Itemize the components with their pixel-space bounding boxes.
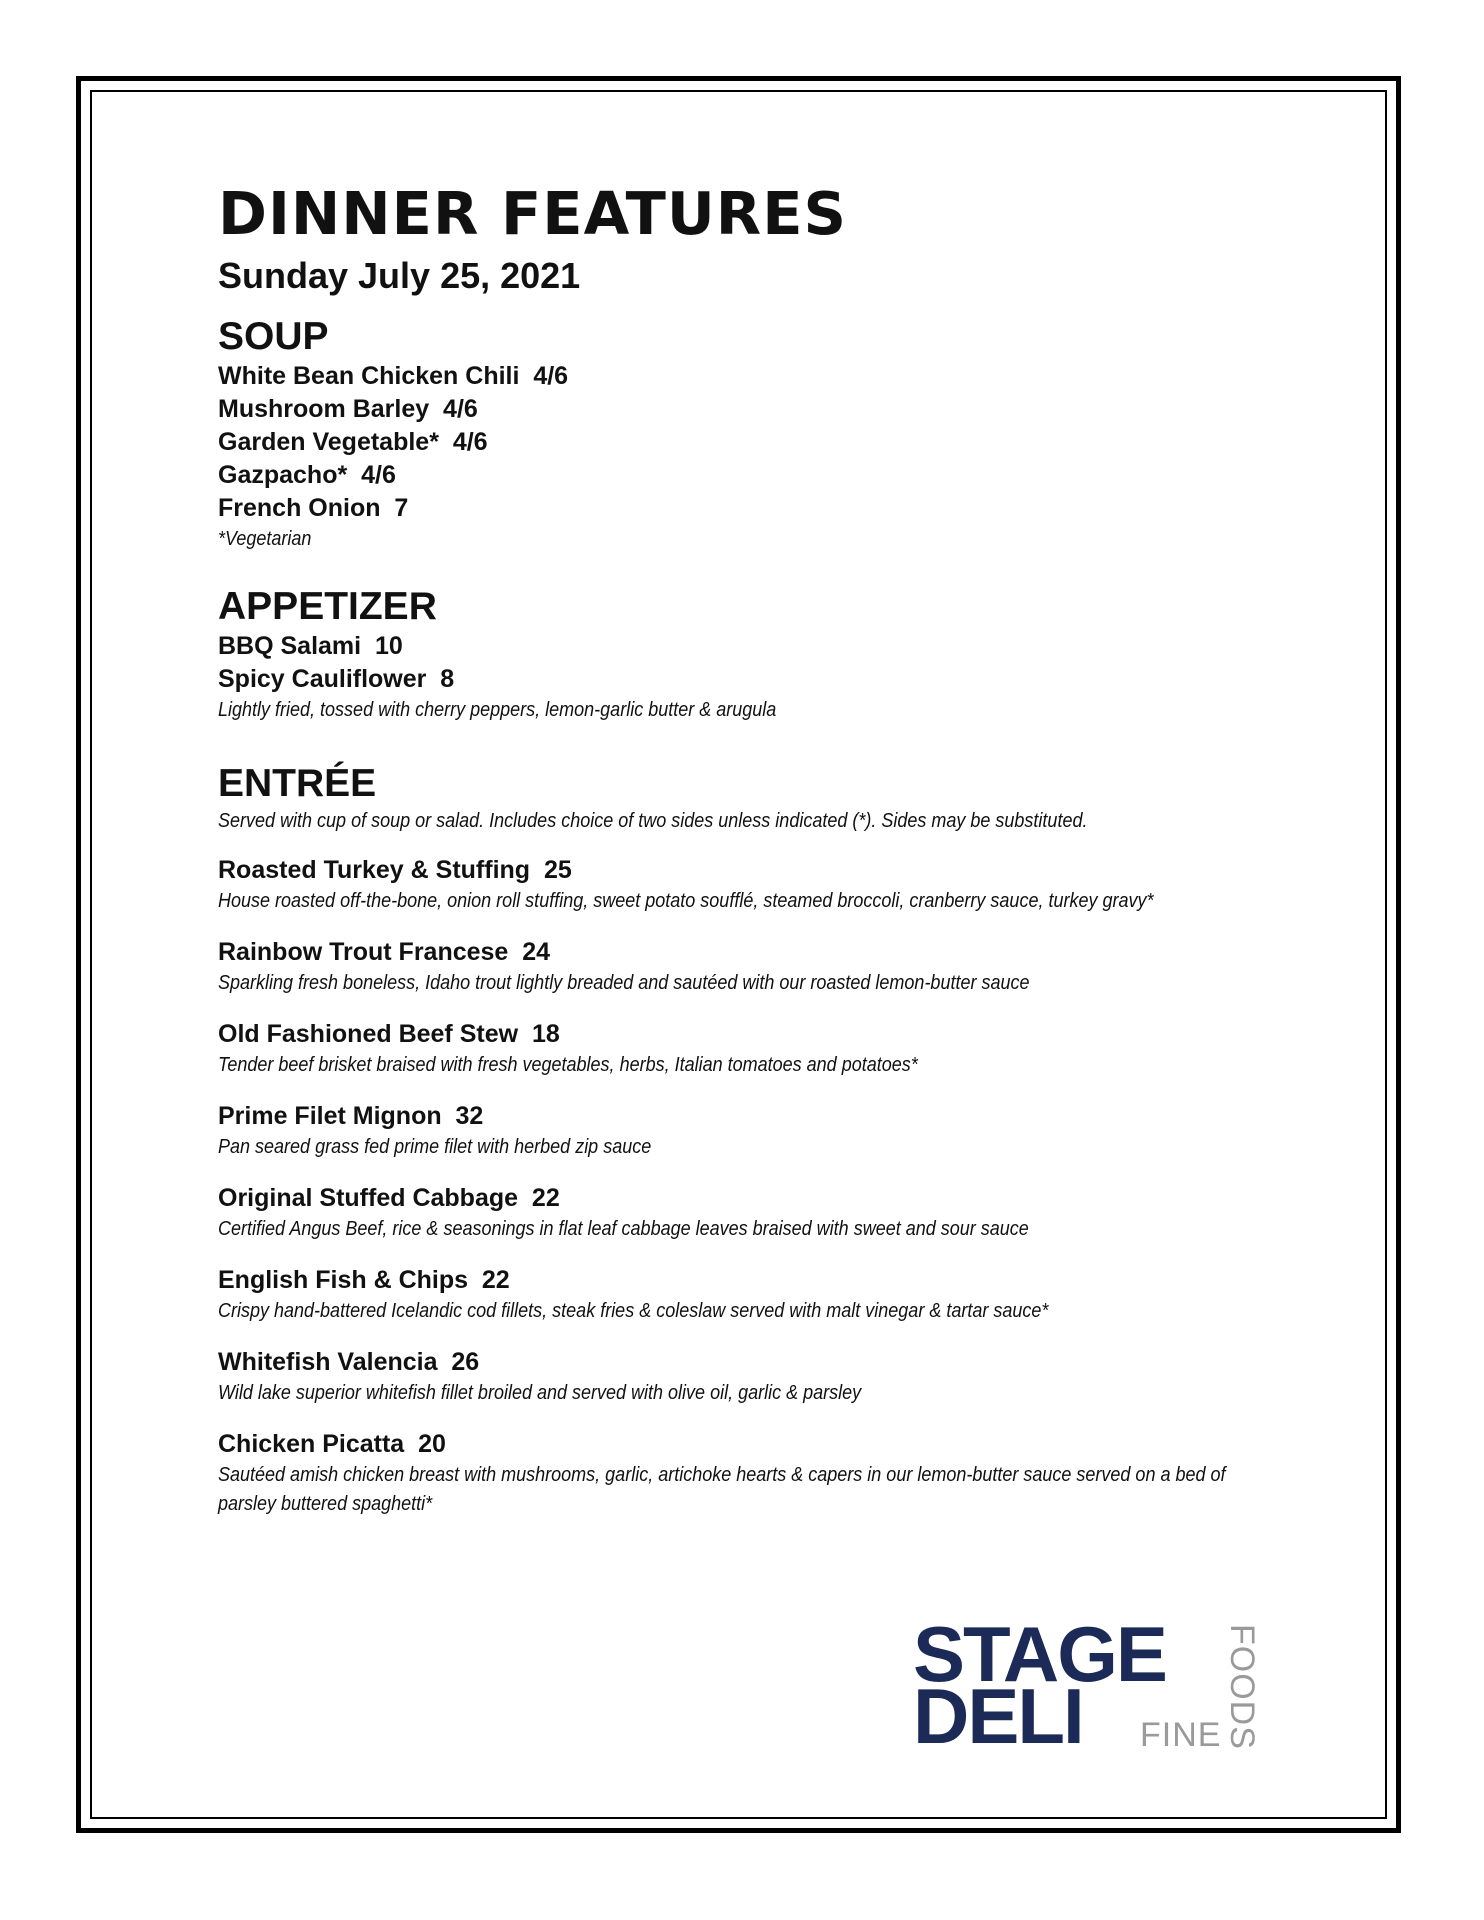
vegetarian-note: *Vegetarian (218, 528, 312, 550)
entree-item-description: Certified Angus Beef, rice & seasonings in flat leaf cabbage leaves braised with sweet and sour sauce (218, 1218, 1029, 1240)
menu-content (218, 174, 1278, 1539)
entree-item (218, 1428, 1278, 1519)
entree-item (218, 1182, 1278, 1244)
entree-item-description: Sparkling fresh boneless, Idaho trout lightly breaded and sautéed with our roasted lemon-butter sauce (218, 972, 1030, 994)
soup-item: White Bean Chicken Chili 4/6 (218, 362, 569, 390)
entree-section (218, 761, 1278, 1519)
menu-date: Sunday July 25, 2021 (218, 255, 581, 296)
entree-item-name: Old Fashioned Beef Stew 18 (218, 1020, 560, 1048)
entree-item-description: Tender beef brisket braised with fresh vegetables, herbs, Italian tomatoes and potatoes* (218, 1054, 918, 1076)
logo-foods-text: FOODS (1223, 1624, 1261, 1750)
entree-item (218, 936, 1278, 998)
entree-item-description: Sautéed amish chicken breast with mushrooms, garlic, artichoke hearts & capers in our lemon-butter sauce served on a bed of parsley buttered spaghetti* (218, 1464, 1226, 1515)
soup-item: French Onion 7 (218, 494, 409, 522)
appetizer-description: Lightly fried, tossed with cherry peppers, lemon-garlic butter & arugula (218, 699, 777, 721)
entree-item (218, 1264, 1278, 1326)
soup-item: Garden Vegetable* 4/6 (218, 428, 488, 456)
soup-heading: SOUP (218, 315, 329, 358)
entree-item-description: Pan seared grass fed prime filet with herbed zip sauce (218, 1136, 652, 1158)
logo-stage-text: STAGE (913, 1610, 1166, 1698)
soup-item: Mushroom Barley 4/6 (218, 395, 478, 423)
entree-item (218, 854, 1278, 916)
entree-intro: Served with cup of soup or salad. Includes choice of two sides unless indicated (*). Sides may be substituted. (218, 810, 1088, 832)
entree-item-name: Rainbow Trout Francese 24 (218, 938, 551, 966)
appetizer-section (218, 584, 1278, 725)
entree-item-description: Wild lake superior whitefish fillet broiled and served with olive oil, garlic & parsley (218, 1382, 862, 1404)
logo-fine-text: FINE (1140, 1716, 1222, 1754)
entree-item-name: Prime Filet Mignon 32 (218, 1102, 484, 1130)
soup-item: Gazpacho* 4/6 (218, 461, 396, 489)
soup-section (218, 314, 1278, 554)
entree-item (218, 1100, 1278, 1162)
stage-deli-logo (913, 1610, 1273, 1760)
entree-item-name: Roasted Turkey & Stuffing 25 (218, 856, 572, 884)
entree-item-description: House roasted off-the-bone, onion roll stuffing, sweet potato soufflé, steamed broccoli, cranberry sauce, turkey gravy* (218, 890, 1154, 912)
entree-item (218, 1018, 1278, 1080)
entree-item (218, 1346, 1278, 1408)
appetizer-item: Spicy Cauliflower 8 (218, 665, 455, 693)
entree-item-name: Original Stuffed Cabbage 22 (218, 1184, 560, 1212)
appetizer-heading: APPETIZER (218, 585, 437, 628)
entree-item-description: Crispy hand-battered Icelandic cod fillets, steak fries & coleslaw served with malt vinegar & tartar sauce* (218, 1300, 1049, 1322)
appetizer-item: BBQ Salami 10 (218, 632, 403, 660)
logo-deli-text: DELI (913, 1672, 1083, 1760)
entree-item-name: English Fish & Chips 22 (218, 1266, 510, 1294)
page-title: DINNER FEATURES (218, 179, 848, 248)
entree-heading: ENTRÉE (218, 762, 377, 805)
entree-item-name: Whitefish Valencia 26 (218, 1348, 480, 1376)
entree-item-name: Chicken Picatta 20 (218, 1430, 446, 1458)
